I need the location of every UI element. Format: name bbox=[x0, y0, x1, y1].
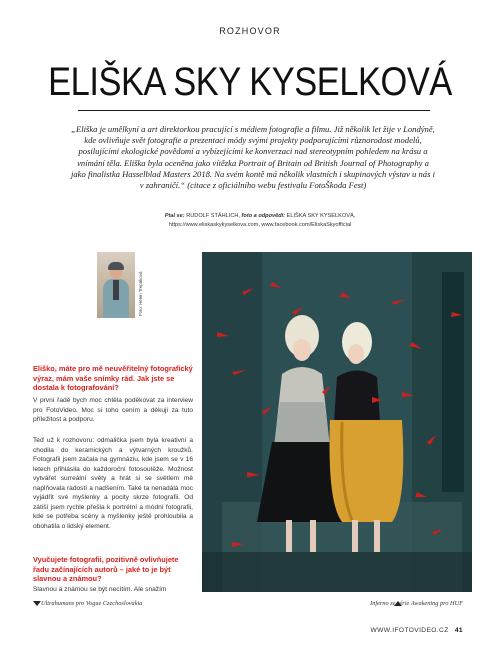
answer-2-paragraph-1: Slavnou a známou se být necítím. Ale snažím bbox=[33, 586, 167, 593]
portrait-shirt bbox=[113, 280, 119, 300]
section-label: ROZHOVOR bbox=[219, 26, 281, 36]
answer-1-paragraph-2: Teď už k rozhovoru: odmalička jsem byla kreativní a chodila do keramických a výtvarných kroužků. Fotografii jsem začala na gymnáziu, kde jsem se v 16 letech přihlásila do každoroční fotosoutěže. Možnost vytvářet surreální světy a hrát si se světlem mě naplňovala radostí a nadšením. Také ta nenadálá moc vyjádřit své myšlenky a pocity skrze fotografii. Od zátiší jsem rychle přešla k portrétní a módní fotografii, kde se potřeba scény a myšlenky ještě prohloubila a obohatila o lidský element. bbox=[33, 437, 193, 530]
portrait-hat bbox=[108, 262, 124, 270]
credits-photo-label: foto a odpovědi: bbox=[241, 213, 286, 219]
page-number: 41 bbox=[454, 627, 463, 634]
credits bbox=[80, 212, 440, 229]
credits-text-author: RUDOLF STÄHLICH, bbox=[186, 213, 240, 219]
portrait-credit: Foto: Helen Trepáková bbox=[138, 271, 143, 316]
question-1: Eliško, máte pro mě neuvěřitelný fotografický výraz, mám vaše snímky rád. Jak jste se dostala k fotografování? bbox=[33, 364, 193, 393]
caption-left: Ultrahumans pro Vogue Czechoslovakia bbox=[41, 600, 143, 607]
page-footer bbox=[371, 627, 463, 634]
credits-photo-author: ELIŠKA SKY KYSELKOVÁ, bbox=[286, 213, 356, 219]
intro-quote: „Eliška je umělkyní a art direktorkou pracující s médiem fotografie a filmu. Již několik let žije v Londýně, kde ovlivňuje svět fotografie a prezentaci módy svými projekty podporujícími různorodost modelů, posilujícími ekologické povědomí a vybízejícími ke konverzaci nad stereotypním pohledem na krásu a vnímání těla. Eliška byla oceněna jako vítězka Portrait of Britain od British Journal of Photography a jako finalistka Hasselblad Masters 2018. Na svém kontě má několik vlastních i skupinových výstav u nás i v zahraničí.“ (citace z oficiálního webu festivalu FotoŠkoda Fest) bbox=[71, 124, 435, 191]
title-rule bbox=[78, 110, 430, 111]
footer-url[interactable]: WWW.IFOTOVIDEO.CZ bbox=[370, 627, 449, 634]
caption-left-pointer-icon bbox=[33, 601, 41, 606]
credits-links[interactable]: https://www.eliskaskykyselkova.com, www.facebook.com/EliskaSkyofficial bbox=[168, 221, 352, 228]
author-portrait bbox=[97, 252, 135, 318]
credits-text-label: Ptal se: bbox=[164, 213, 185, 219]
article-title: ELIŠKA SKY KYSELKOVÁ bbox=[48, 60, 452, 104]
feature-photograph bbox=[202, 252, 472, 592]
caption-right: Inferno ze série Awakening pro HUF bbox=[370, 600, 463, 607]
photo-scene bbox=[202, 252, 472, 592]
answer-1-paragraph-1: V první řadě bych moc chtěla poděkovat za interview pro FotoVideo. Moc si toho cením a děkuji za tuto příležitost a podporu. bbox=[33, 397, 193, 423]
question-2: Vyučujete fotografii, pozitivně ovlivňujete řadu začínajících autorů – jaké to je být slavnou a známou? bbox=[33, 555, 179, 584]
